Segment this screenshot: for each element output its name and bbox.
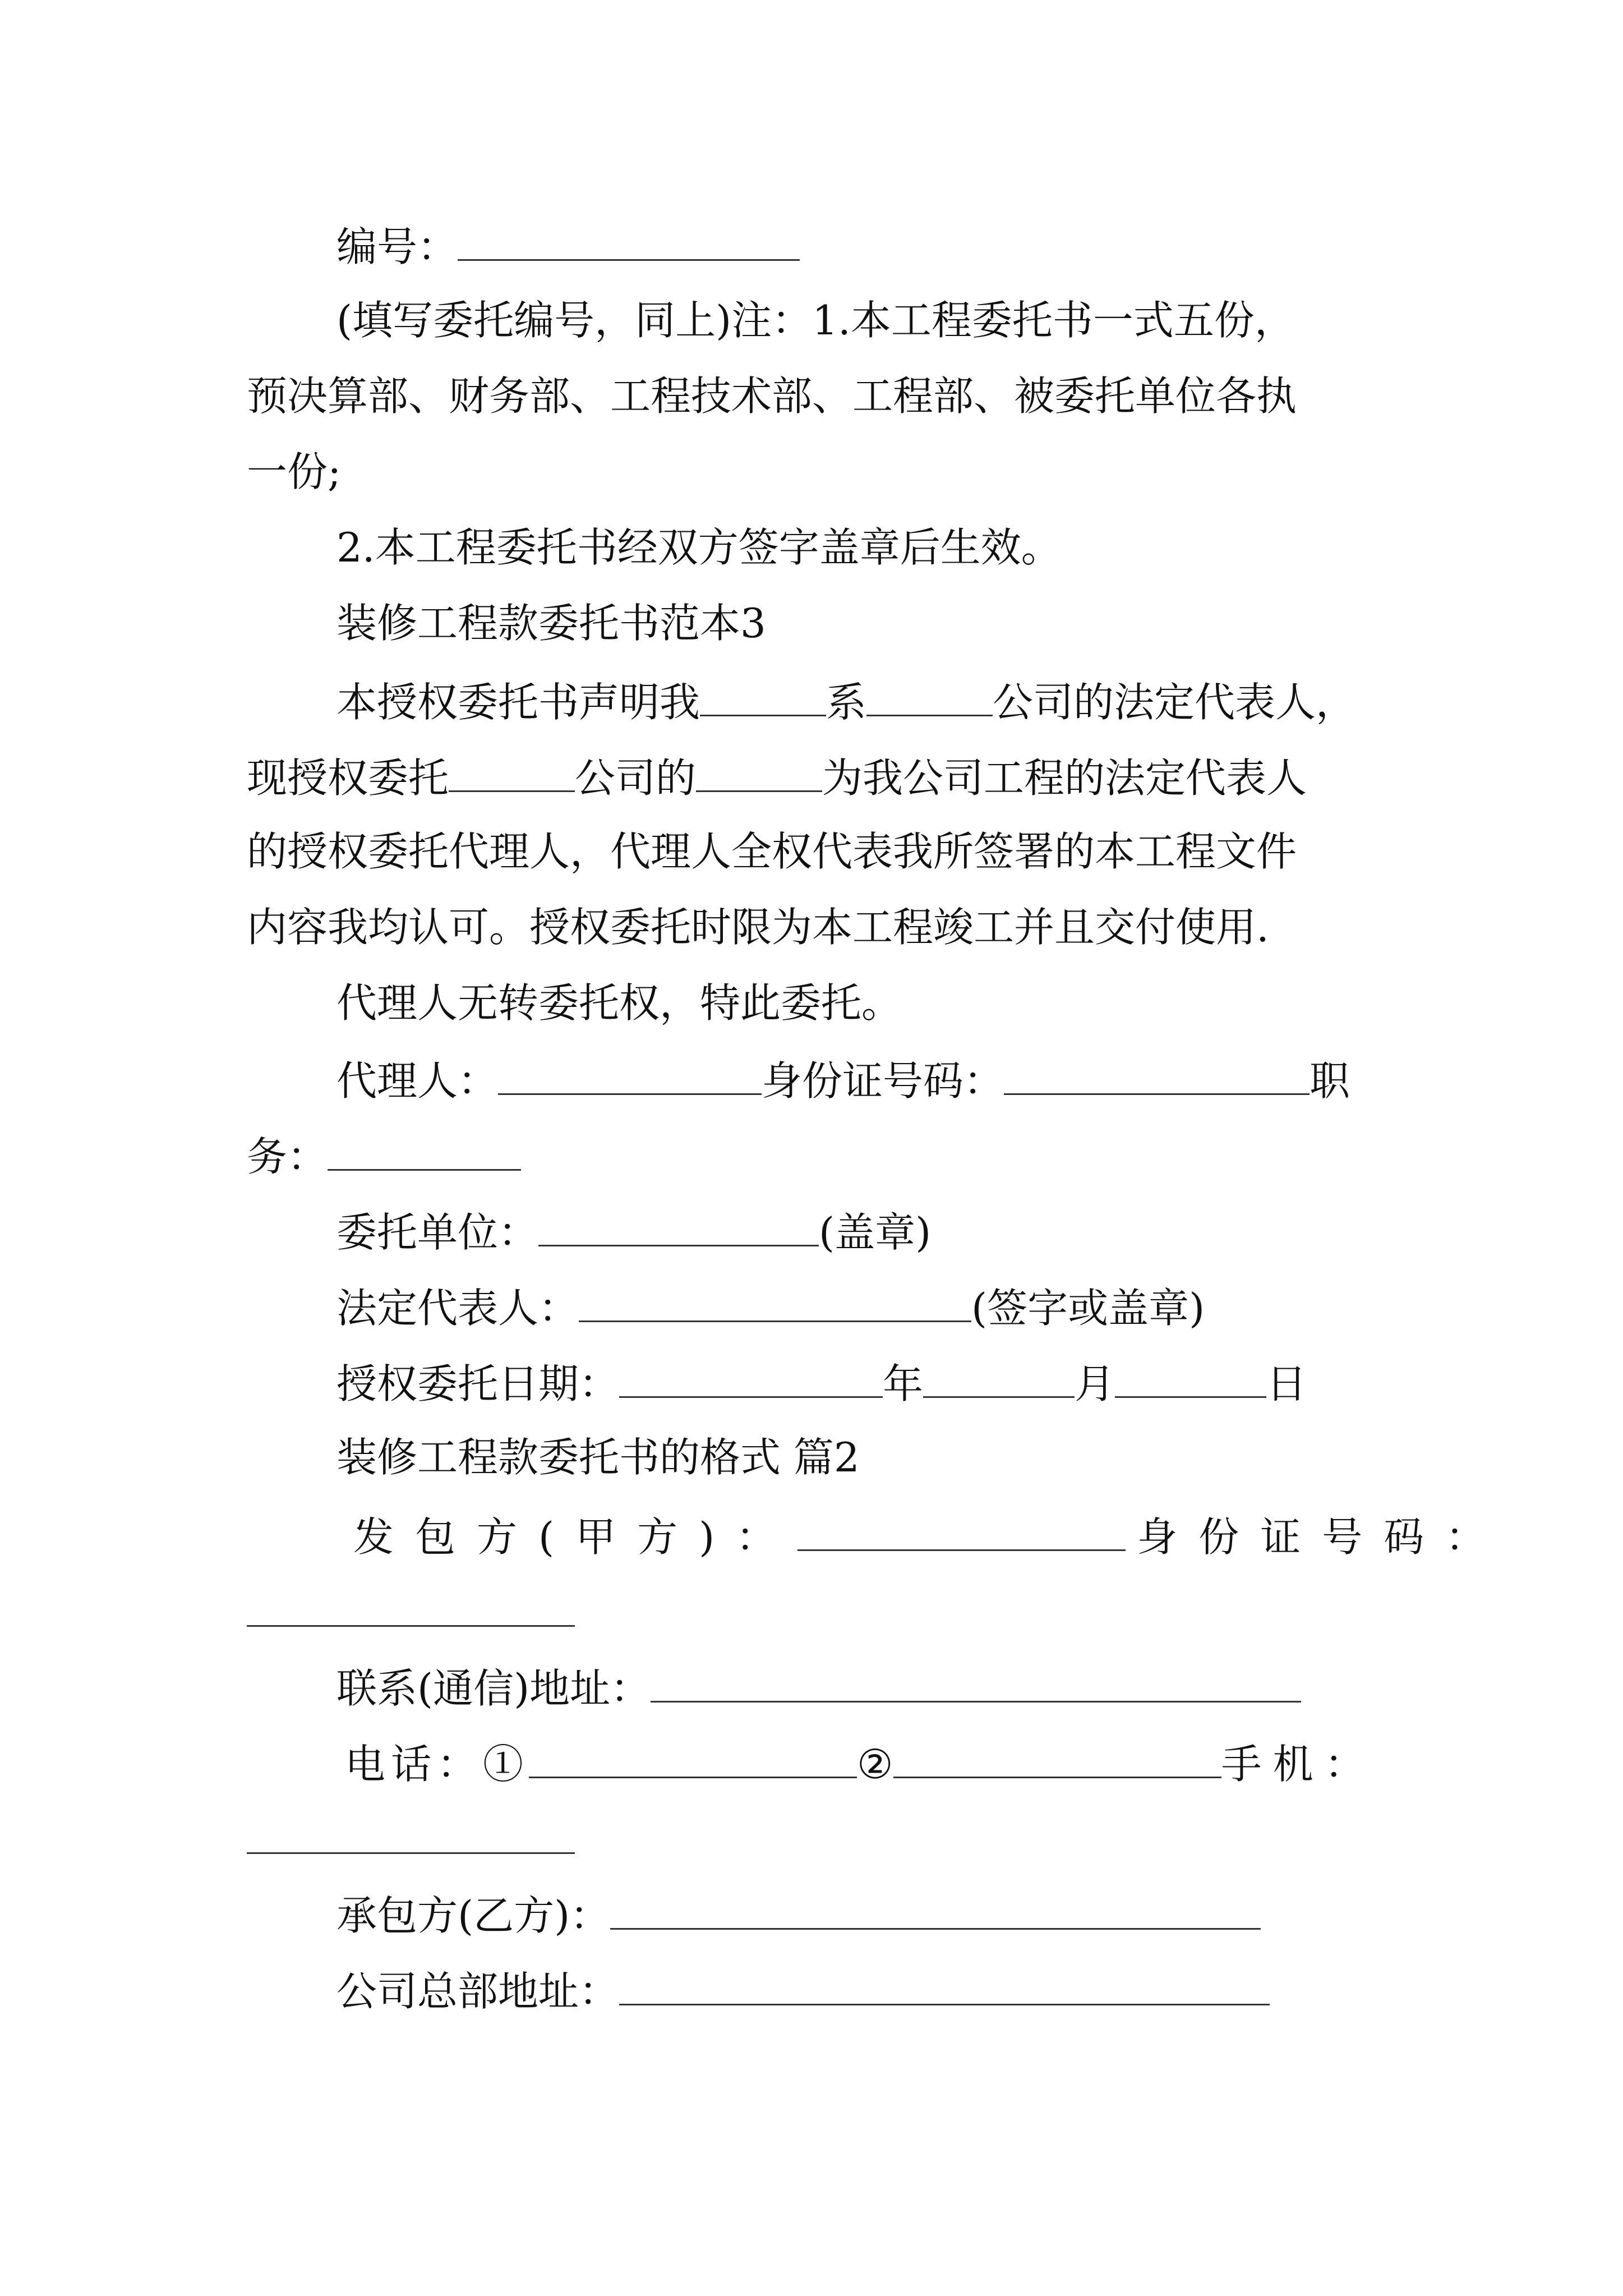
note-text-3: 一份; xyxy=(247,448,342,495)
client-unit-line xyxy=(336,1210,931,1260)
body-text: 系 xyxy=(826,679,867,726)
agent-blank xyxy=(498,1059,762,1095)
body-text: 代理人无转委托权，特此委托。 xyxy=(336,979,902,1027)
contractor-blank xyxy=(610,1893,1261,1930)
body-text: 为我公司工程的法定代表人 xyxy=(822,754,1307,802)
position-label: 务： xyxy=(247,1133,328,1180)
employer-id-label: 身份证号码： xyxy=(1137,1513,1507,1561)
note-line-2 xyxy=(247,372,1297,426)
agent-line xyxy=(336,1059,1350,1109)
date-label: 授权委托日期： xyxy=(336,1360,620,1407)
heading-text-2: 装修工程款委托书的格式 篇2 xyxy=(336,1434,860,1481)
year-blank xyxy=(619,1361,883,1398)
note-text-4: 2.本工程委托书经双方签字盖章后生效。 xyxy=(336,524,1062,571)
note-text-2: 预决算部、财务部、工程技术部、工程部、被委托单位各执 xyxy=(247,372,1297,420)
legal-rep-label: 法定代表人： xyxy=(336,1285,579,1332)
position-blank xyxy=(328,1134,521,1171)
body-text: 现授权委托 xyxy=(247,754,449,802)
hq-address-line xyxy=(336,1969,1270,2019)
heading-text-3: 装修工程款委托书范本3 xyxy=(336,600,766,647)
note-line-3 xyxy=(247,448,342,502)
date-line xyxy=(336,1361,1307,1412)
body-line-1 xyxy=(336,680,1356,730)
employer-blank xyxy=(797,1515,1126,1551)
signature-note: (签字或盖章) xyxy=(971,1285,1205,1332)
month-blank xyxy=(923,1361,1075,1398)
name-blank xyxy=(696,756,822,792)
address-line xyxy=(336,1666,1301,1717)
body-line-4 xyxy=(247,904,1269,958)
number-blank xyxy=(458,224,800,261)
day-label: 日 xyxy=(1266,1360,1307,1407)
legal-rep-blank xyxy=(579,1286,971,1322)
section-heading-2 xyxy=(336,1434,860,1488)
mobile-line xyxy=(247,1818,575,1868)
position-label-part: 职 xyxy=(1310,1057,1350,1105)
contractor-label: 承包方(乙方)： xyxy=(336,1892,611,1939)
note-line-1 xyxy=(336,297,1295,351)
client-unit-label: 委托单位： xyxy=(336,1209,539,1256)
address-label: 联系(通信)地址： xyxy=(336,1665,651,1712)
employer-id-line xyxy=(247,1590,575,1641)
address-blank xyxy=(651,1666,1301,1703)
company-blank xyxy=(449,756,575,792)
note-text-1: (填写委托编号，同上)注：1.本工程委托书一式五份， xyxy=(336,297,1295,344)
legal-rep-line xyxy=(336,1286,1205,1336)
company-blank xyxy=(866,680,993,716)
body-text: 公司的法定代表人， xyxy=(993,679,1357,726)
phone-blank-2 xyxy=(893,1742,1221,1778)
number-label: 编号： xyxy=(336,223,458,270)
name-blank xyxy=(700,680,826,716)
client-unit-blank xyxy=(538,1210,819,1246)
mobile-label: 手机： xyxy=(1221,1741,1376,1788)
body-line-2 xyxy=(247,756,1307,806)
agent-label: 代理人： xyxy=(336,1057,499,1105)
phone-blank-1 xyxy=(529,1742,857,1778)
phone-line xyxy=(345,1742,1376,1792)
hq-address-label: 公司总部地址： xyxy=(336,1968,620,2015)
employer-label: 发包方(甲方)： xyxy=(353,1513,798,1561)
section-heading-3 xyxy=(336,600,766,654)
employer-line xyxy=(353,1515,1507,1565)
phone-label-1: 电话：① xyxy=(345,1741,529,1788)
id-number-blank xyxy=(1004,1059,1310,1095)
number-line xyxy=(336,224,800,275)
position-line xyxy=(247,1134,521,1185)
contractor-line xyxy=(336,1893,1261,1944)
body-text: 公司的 xyxy=(575,754,697,802)
hq-address-blank xyxy=(619,1969,1270,2005)
phone-label-2: ② xyxy=(857,1741,893,1788)
body-text: 的授权委托代理人，代理人全权代表我所签署的本工程文件 xyxy=(247,828,1297,875)
day-blank xyxy=(1115,1361,1266,1398)
body-line-5 xyxy=(336,979,902,1033)
employer-id-blank xyxy=(247,1590,575,1627)
body-text: 内容我均认可。授权委托时限为本工程竣工并且交付使用. xyxy=(247,904,1269,951)
seal-note: (盖章) xyxy=(819,1209,932,1256)
mobile-blank xyxy=(247,1818,575,1854)
body-line-3 xyxy=(247,828,1297,882)
month-label: 月 xyxy=(1075,1360,1115,1407)
note-line-4 xyxy=(336,524,1062,578)
id-number-label: 身份证号码： xyxy=(762,1057,1004,1105)
body-text: 本授权委托书声明我 xyxy=(336,679,700,726)
year-label: 年 xyxy=(883,1360,924,1407)
